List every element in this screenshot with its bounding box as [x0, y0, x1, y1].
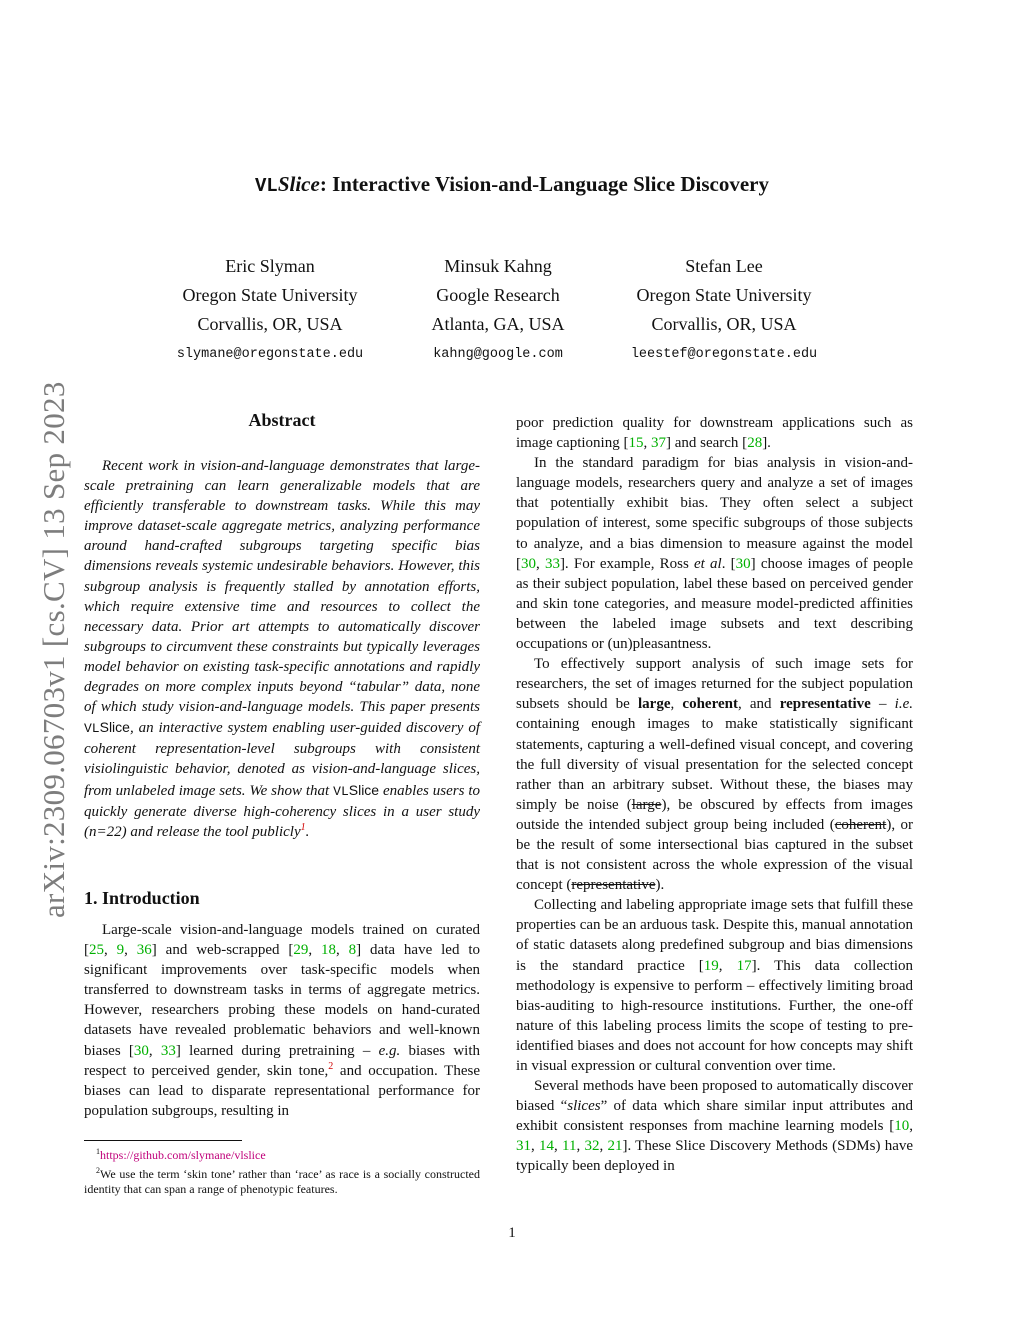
citation-link[interactable]: 21	[607, 1138, 623, 1155]
citation-link[interactable]: 33	[544, 555, 560, 572]
author-location: Corvallis, OR, USA	[197, 314, 343, 334]
citation-link[interactable]: 8	[348, 942, 357, 959]
right-column-text: poor prediction quality for downstream applications such as image captioning [15, 37] and search [28]. In the standard paradigm for bias analysis in vision-and-language models, researchers query and analyze a set of images that potentially exhibit bias. They often select a subject population of interest, some specific subgroups of those subjects to analyze, and a bias dimension to measure against the model [30, 33]. For example, Ross et al. [30] choose images of people as their subject population, label these based on perceived gender and skin tone categories, and measure model-predicted affinities between the labeled image subsets and text describing occupations or (un)pleasantness. To effectively support analysis of such image sets for researchers, the set of images returned for the subject population subsets should be large, coherent, and representative – i.e. containing enough images to make statistically significant statements, capturing a well-defined visual concept, and covering the full diversity of visual presentation for the selected concept rather than an arbitrary subset. Without these, the biases may simply be noise (large), be obscured by effects from images outside the intended subject group being included (coherent), or be the result of some intersectional bias captured in the subset that is not consistent across the whole expression of the visual concept (representative). Collecting and labeling appropriate image sets that fulfill these properties can be an arduous task. Despite this, manual annotation of static datasets along predefined subgroup and bias dimensions is the standard practice [19, 17]. This data collection methodology is expensive to perform – effectively limiting broad bias-auditing to high-resource institutions. Further, the one-off nature of this labeling process limits the scope of testing to pre-identified biases and does not account for how concepts may shift in visual expression or cultural convention over time. Several methods have been proposed to automatically discover biased “slices” of data which share similar input attributes and exhibit consistent responses from machine learning models [10, 31, 14, 11, 32, 21]. These Slice Discovery Methods (SDMs) have typically been deployed in	[516, 415, 914, 1175]
author-name: Minsuk Kahng	[444, 256, 552, 276]
citation-link[interactable]: 37	[650, 435, 666, 452]
author-affiliation: Google Research	[436, 285, 560, 305]
footnote-ref[interactable]: 2	[328, 1060, 334, 1072]
citation-link[interactable]: 33	[160, 1042, 176, 1059]
author-email[interactable]: leestef@oregonstate.edu	[630, 347, 818, 362]
page-number: 1	[508, 1225, 516, 1241]
citation-link[interactable]: 28	[747, 435, 763, 452]
arxiv-stamp: arXiv:2309.06703v1 [cs.CV] 13 Sep 2023	[36, 381, 71, 919]
citation-link[interactable]: 29	[293, 942, 309, 959]
citation-link[interactable]: 11	[562, 1138, 577, 1155]
citation-link[interactable]: 30	[521, 555, 536, 572]
abstract-text: Recent work in vision-and-language demonstrates that large-scale pretraining can learn generalizable models that are efficiently transferable to downstream tasks. While this may improve dataset-scale aggregate metrics, analyzing performance around hand-crafted subgroups targeting specific bias dimensions reveals systemic undesirable behaviors. However, this subgroup analysis is frequently stalled by annotation efforts, which require extensive time and resources to collect the necessary data. Prior art attempts to automatically discover subgroups to circumvent these constraints but typically leverages model behavior on existing task-specific annotations and rapidly degrades on more complex inputs beyond “tabular” data, none of which study vision-and-language models. This paper presents VLSlice, an interactive system enabling user-guided discovery of coherent representation-level subgroups with consistent visiolinguistic behavior, denoted as vision-and-language slices, from unlabeled image sets. We show that VLSlice enables users to quickly generate diverse high-coherency slices in a user study (n=22) and release the tool publicly$^1$.	[84, 458, 480, 840]
author-affiliation: Oregon State University	[182, 285, 358, 305]
author-name: Stefan Lee	[685, 256, 763, 276]
footnote-1: $^1$https://github.com/slymane/vlslice	[96, 1147, 266, 1162]
citation-link[interactable]: 10	[894, 1118, 910, 1135]
author-block	[170, 252, 370, 365]
footnote-divider	[84, 1140, 242, 1141]
introduction-text: Large-scale vision-and-language models trained on curated [25, 9, 36] and web-scrapped [29, 18, 8] data have led to significant improvements over task-specific models when transferred to downstream tasks in terms of aggregate metrics. However, researchers probing these models on hand-curated datasets have revealed problematic behaviors and well-known biases [30, 33] learned during pretraining – e.g. biases with respect to perceived gender, skin tone,$^2$ and occupation. These biases can lead to disparate representational performance for population subgroups, resulting in	[84, 922, 481, 1119]
citation-link[interactable]: 25	[89, 942, 104, 959]
citation-link[interactable]: 19	[703, 957, 719, 974]
citation-link[interactable]: 17	[736, 957, 752, 974]
repo-link[interactable]: https://github.com/slymane/vlslice	[100, 1148, 266, 1162]
author-affiliation: Oregon State University	[636, 285, 812, 305]
author-block	[398, 252, 598, 365]
author-name: Eric Slyman	[225, 256, 315, 276]
section-heading-introduction: 1. Introduction	[84, 888, 200, 908]
citation-link[interactable]: 18	[321, 942, 337, 959]
citation-link[interactable]: 30	[735, 555, 751, 572]
citation-link[interactable]: 30	[133, 1042, 149, 1059]
footnotes	[84, 1144, 480, 1197]
author-email[interactable]: slymane@oregonstate.edu	[176, 347, 364, 362]
citation-link[interactable]: 36	[136, 942, 152, 959]
citation-link[interactable]: 9	[116, 942, 125, 959]
citation-link[interactable]: 31	[516, 1138, 531, 1155]
author-location: Atlanta, GA, USA	[431, 314, 565, 334]
author-email[interactable]: kahng@google.com	[433, 347, 563, 362]
citation-link[interactable]: 32	[584, 1138, 600, 1155]
paper-title: VLSlice: Interactive Vision-and-Language Slice Discovery	[255, 172, 769, 197]
abstract-heading: Abstract	[248, 410, 316, 430]
author-location: Corvallis, OR, USA	[651, 314, 797, 334]
footnote-2: $^2$We use the term ‘skin tone’ rather than ‘race’ as race is a socially constructed identity that can span a range of phenotypic features.	[84, 1166, 480, 1196]
citation-link[interactable]: 14	[539, 1138, 554, 1155]
citation-link[interactable]: 15	[628, 435, 644, 452]
author-block	[618, 252, 830, 365]
footnote-ref[interactable]: 1	[300, 821, 306, 833]
